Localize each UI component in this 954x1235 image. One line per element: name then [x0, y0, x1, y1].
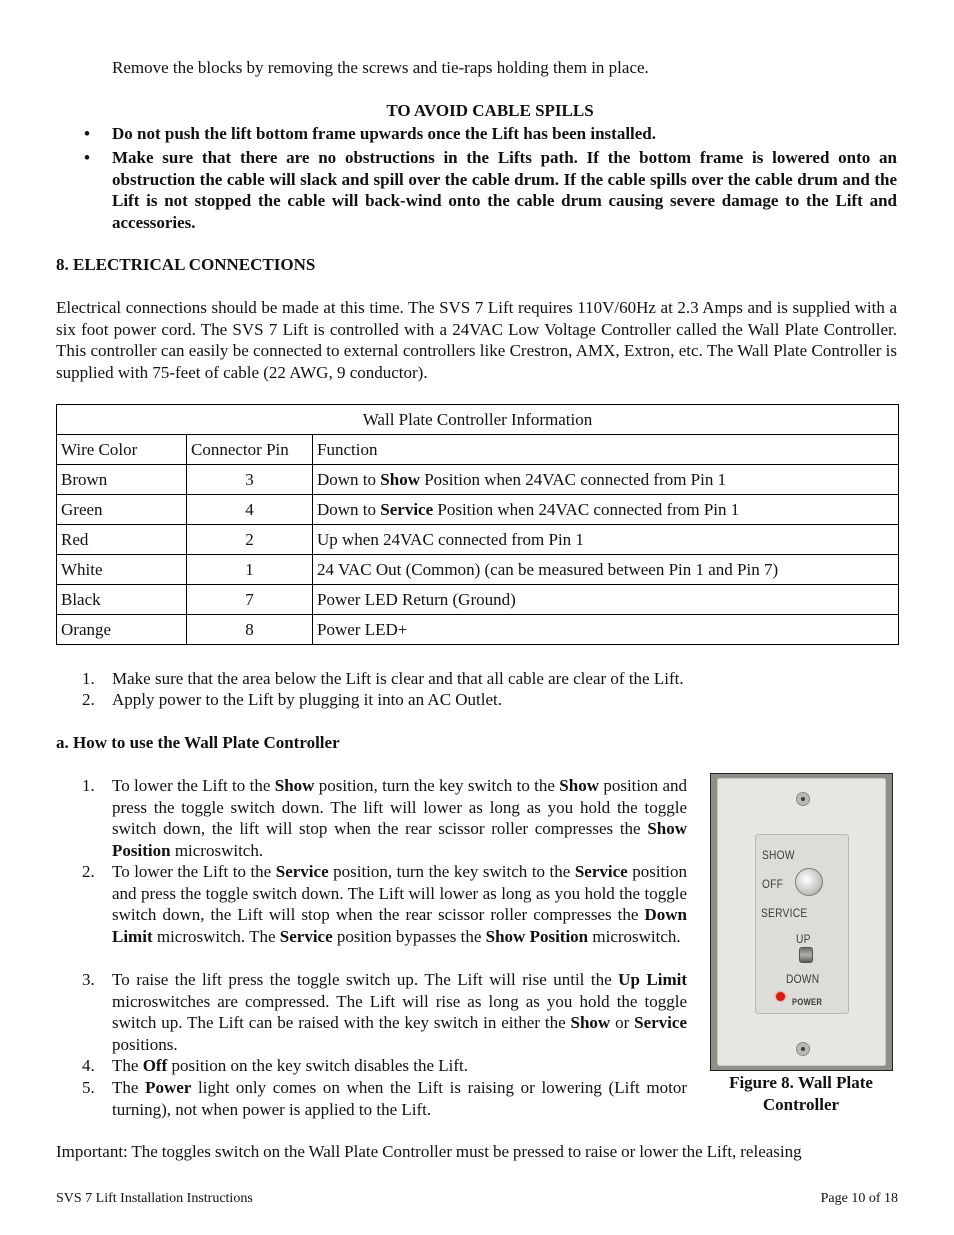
wire-color-cell: Black — [57, 585, 187, 615]
list-number: 4. — [82, 1056, 95, 1075]
toggle-switch-icon — [799, 947, 813, 963]
list-text: Apply power to the Lift by plugging it into an AC Outlet. — [112, 690, 503, 709]
list-number: 2. — [82, 862, 95, 881]
header-function: Function — [313, 435, 899, 465]
control-panel — [755, 834, 849, 1014]
function-cell: Down to Service Position when 24VAC connected from Pin 1 — [313, 495, 899, 525]
bullet-item — [84, 147, 897, 233]
wire-color-cell: Orange — [57, 615, 187, 645]
list-text: The Power light only comes on when the Lift is raising or lowering (Lift motor turning), not when power is applied to the Lift. — [112, 1078, 687, 1119]
list-number: 1. — [82, 776, 95, 795]
list-item — [82, 668, 897, 690]
list-item — [82, 689, 897, 711]
list-text: To lower the Lift to the Service position, turn the key switch to the Service position and press the toggle switch down. The Lift will lower as long as you hold the toggle switch down, the Lift will stop when the rear scissor roller compresses the Down Limit microswitch. The Service position bypasses the Show Position microswitch. — [112, 862, 688, 946]
bullet-text: Make sure that there are no obstructions in the Lifts path. If the bottom frame is lowered onto an obstruction the cable will slack and spill over the cable drum. If the cable spills over the cable drum and the Lift is not stopped the cable will back-wind onto the cable drum causing severe damage to the Lift and accessories. — [112, 148, 897, 232]
important-paragraph: Important: The toggles switch on the Wall Plate Controller must be pressed to raise or lower the Lift, releasing — [56, 1142, 802, 1161]
function-cell: Power LED+ — [313, 615, 899, 645]
wire-color-cell: White — [57, 555, 187, 585]
screw-icon — [796, 792, 810, 806]
list-item — [82, 1077, 687, 1120]
table-title: Wall Plate Controller Information — [57, 405, 899, 435]
list-text: To lower the Lift to the Show position, turn the key switch to the Show position and press the toggle switch down. The lift will lower as long as you hold the toggle switch down, the lift will stop when the rear scissor roller compresses the Show Position microswitch. — [112, 776, 688, 860]
wall-plate-table — [56, 404, 899, 645]
wire-color-cell: Green — [57, 495, 187, 525]
list-item — [82, 775, 687, 861]
wall-plate — [717, 778, 886, 1066]
header-connector-pin: Connector Pin — [187, 435, 313, 465]
power-led-icon — [776, 992, 785, 1001]
list-number: 3. — [82, 970, 95, 989]
pin-cell: 8 — [187, 615, 313, 645]
table-row — [57, 465, 899, 495]
list-text: To raise the lift press the toggle switch up. The Lift will rise until the Up Limit microswitches are compressed. The Lift will rise as long as you hold the toggle switch up. The Lift can be raised with the key switch in either the Show or Service positions. — [112, 970, 688, 1054]
pin-cell: 3 — [187, 465, 313, 495]
list-item — [82, 1055, 687, 1077]
pin-cell: 2 — [187, 525, 313, 555]
bullet-icon: • — [84, 124, 90, 143]
electrical-paragraph: Electrical connections should be made at this time. The SVS 7 Lift requires 110V/60Hz at 2.3 Amps and is supplied with a six foot power cord. The SVS 7 Lift is controlled with a 24VAC Low Voltage Controller called the Wall Plate Controller. This controller can easily be connected to external controllers like Crestron, AMX, Extron, etc. The Wall Plate Controller is supplied with 75-feet of cable (22 AWG, 9 conductor). — [56, 298, 897, 382]
list-number: 2. — [82, 690, 95, 709]
bullet-item — [84, 123, 897, 145]
bullet-text: Do not push the lift bottom frame upwards once the Lift has been installed. — [112, 124, 657, 143]
wire-color-cell: Red — [57, 525, 187, 555]
list-number: 5. — [82, 1078, 95, 1097]
service-label: SERVICE — [761, 906, 808, 920]
list-text: Make sure that the area below the Lift is clear and that all cable are clear of the Lift. — [112, 669, 684, 688]
show-label: SHOW — [762, 848, 795, 862]
bullet-icon: • — [84, 148, 90, 167]
table-row — [57, 555, 899, 585]
down-label: DOWN — [786, 972, 820, 986]
table-row — [57, 495, 899, 525]
pin-cell: 4 — [187, 495, 313, 525]
screw-icon — [796, 1042, 810, 1056]
pin-cell: 1 — [187, 555, 313, 585]
pin-cell: 7 — [187, 585, 313, 615]
list-number: 1. — [82, 669, 95, 688]
function-cell: Up when 24VAC connected from Pin 1 — [313, 525, 899, 555]
header-wire-color: Wire Color — [57, 435, 187, 465]
up-label: UP — [796, 932, 811, 946]
function-cell: 24 VAC Out (Common) (can be measured between Pin 1 and Pin 7) — [313, 555, 899, 585]
subsection-heading: a. How to use the Wall Plate Controller — [56, 733, 340, 752]
wire-color-cell: Brown — [57, 465, 187, 495]
figure-caption: Figure 8. Wall Plate Controller — [729, 1073, 873, 1114]
list-text: The Off position on the key switch disables the Lift. — [112, 1056, 468, 1075]
table-header-row — [57, 435, 899, 465]
power-label: POWER — [792, 997, 823, 1007]
footer-title: SVS 7 Lift Installation Instructions — [56, 1191, 253, 1206]
function-cell: Power LED Return (Ground) — [313, 585, 899, 615]
page-number: Page 10 of 18 — [820, 1191, 898, 1206]
list-item — [82, 969, 687, 1055]
function-cell: Down to Show Position when 24VAC connected from Pin 1 — [313, 465, 899, 495]
table-title-row — [57, 405, 899, 435]
key-switch-icon — [795, 868, 823, 896]
table-row — [57, 525, 899, 555]
section-heading: 8. ELECTRICAL CONNECTIONS — [56, 255, 316, 274]
table-row — [57, 585, 899, 615]
wall-plate-photo — [710, 773, 893, 1071]
list-item — [82, 861, 687, 947]
off-label: OFF — [762, 877, 784, 891]
intro-paragraph: Remove the blocks by removing the screws and tie-raps holding them in place. — [112, 58, 649, 77]
cable-spills-heading: TO AVOID CABLE SPILLS — [386, 101, 594, 120]
table-row — [57, 615, 899, 645]
